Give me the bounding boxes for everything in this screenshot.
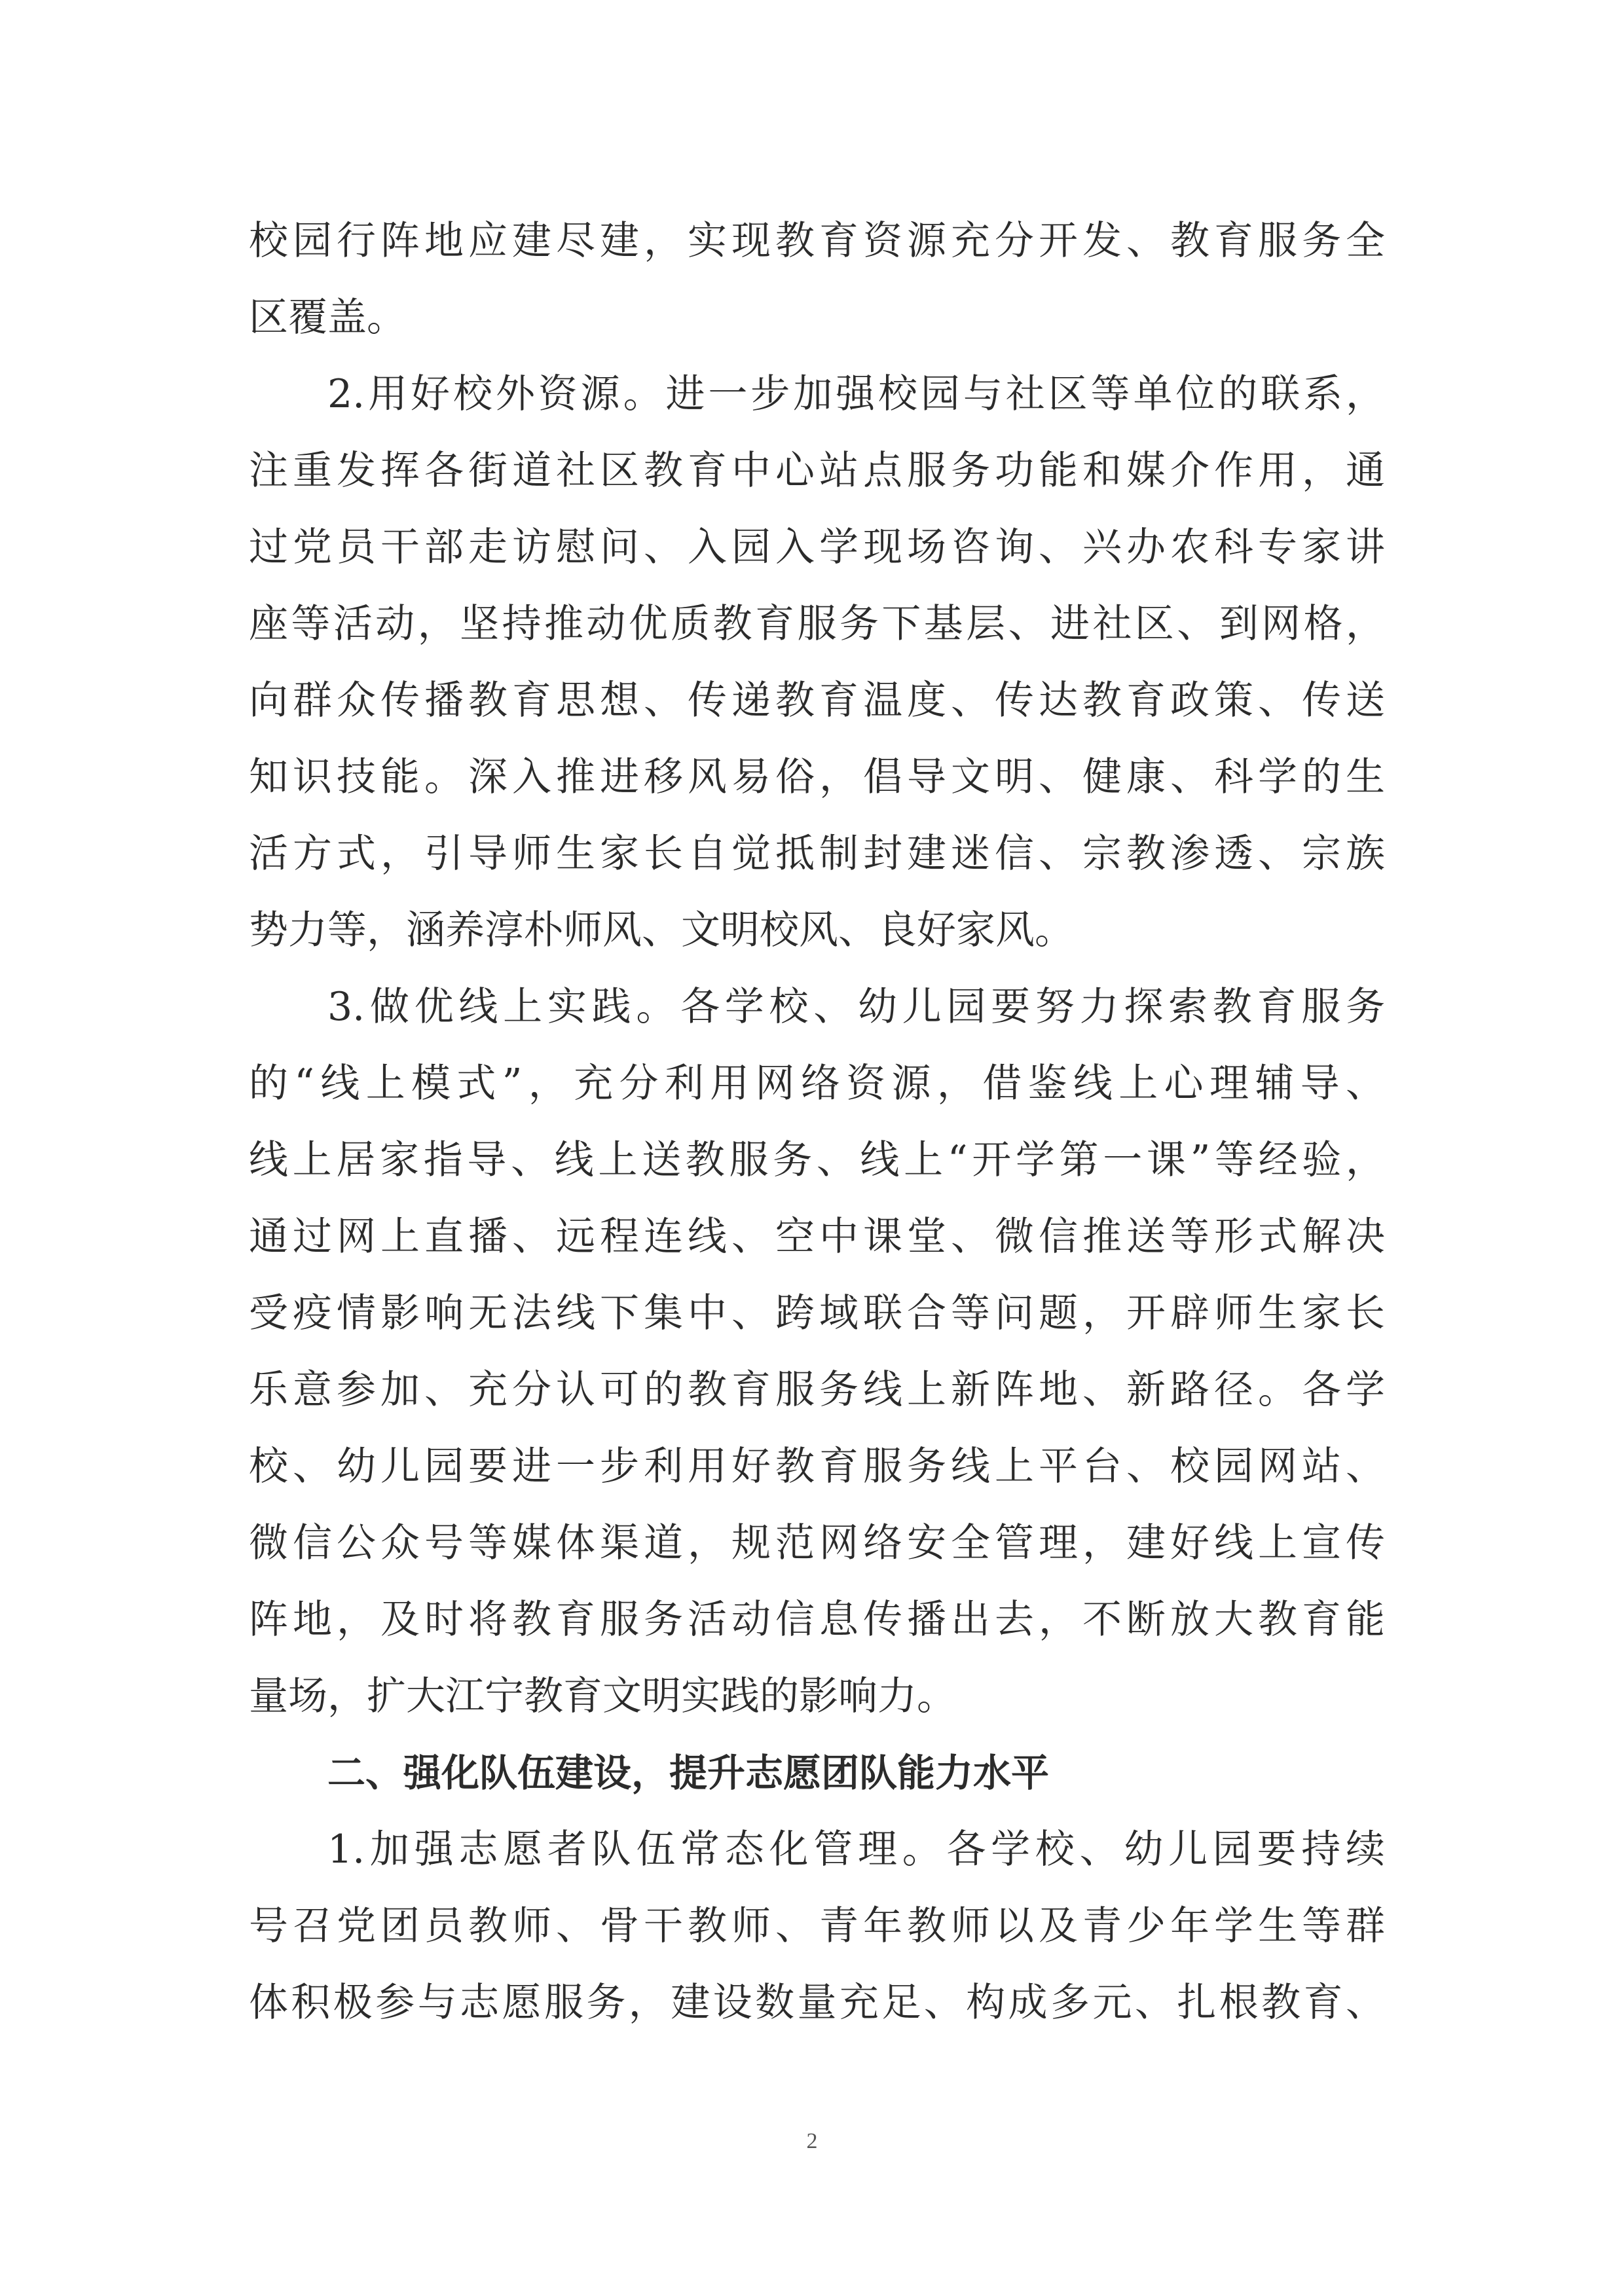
body-line: 线上居家指导、线上送教服务、线上“开学第一课”等经验，: [249, 1137, 1385, 1183]
body-line: 知识技能。深入推进移风易俗，倡导文明、健康、科学的生: [249, 754, 1385, 800]
body-line: 号召党团员教师、骨干教师、青年教师以及青少年学生等群: [249, 1903, 1385, 1949]
body-line: 体积极参与志愿服务，建设数量充足、构成多元、扎根教育、: [249, 1980, 1385, 2026]
body-line: 3.做优线上实践。各学校、幼儿园要努力探索教育服务: [327, 984, 1385, 1030]
body-line: 2.用好校外资源。进一步加强校园与社区等单位的联系，: [327, 371, 1385, 417]
document-body: [249, 203, 1385, 2041]
section-heading: 二、强化队伍建设，提升志愿团队能力水平: [327, 1751, 1050, 1795]
body-line: 校园行阵地应建尽建，实现教育资源充分开发、教育服务全: [249, 218, 1385, 264]
body-line: 量场，扩大江宁教育文明实践的影响力。: [249, 1673, 956, 1719]
body-line: 校、幼儿园要进一步利用好教育服务线上平台、校园网站、: [249, 1444, 1385, 1489]
body-line: 势力等，涵养淳朴师风、文明校风、良好家风。: [249, 907, 1074, 953]
body-line: 注重发挥各街道社区教育中心站点服务功能和媒介作用，通: [249, 448, 1385, 494]
body-line: 过党员干部走访慰问、入园入学现场咨询、兴办农科专家讲: [249, 524, 1385, 570]
body-line: 乐意参加、充分认可的教育服务线上新阵地、新路径。各学: [249, 1367, 1385, 1413]
body-line: 1.加强志愿者队伍常态化管理。各学校、幼儿园要持续: [327, 1827, 1385, 1872]
body-line: 受疫情影响无法线下集中、跨域联合等问题，开辟师生家长: [249, 1290, 1385, 1336]
body-line: 微信公众号等媒体渠道，规范网络安全管理，建好线上宣传: [249, 1520, 1385, 1566]
body-line: 向群众传播教育思想、传递教育温度、传达教育政策、传送: [249, 678, 1385, 723]
body-line: 区覆盖。: [249, 295, 406, 340]
page-number: 2: [806, 2129, 818, 2153]
body-line: 阵地，及时将教育服务活动信息传播出去，不断放大教育能: [249, 1597, 1385, 1643]
body-line: 活方式，引导师生家长自觉抵制封建迷信、宗教渗透、宗族: [249, 831, 1385, 877]
body-line: 通过网上直播、远程连线、空中课堂、微信推送等形式解决: [249, 1214, 1385, 1260]
body-line: 的“线上模式”，充分利用网络资源，借鉴线上心理辅导、: [249, 1061, 1385, 1106]
body-line: 座等活动，坚持推动优质教育服务下基层、进社区、到网格，: [249, 601, 1385, 647]
